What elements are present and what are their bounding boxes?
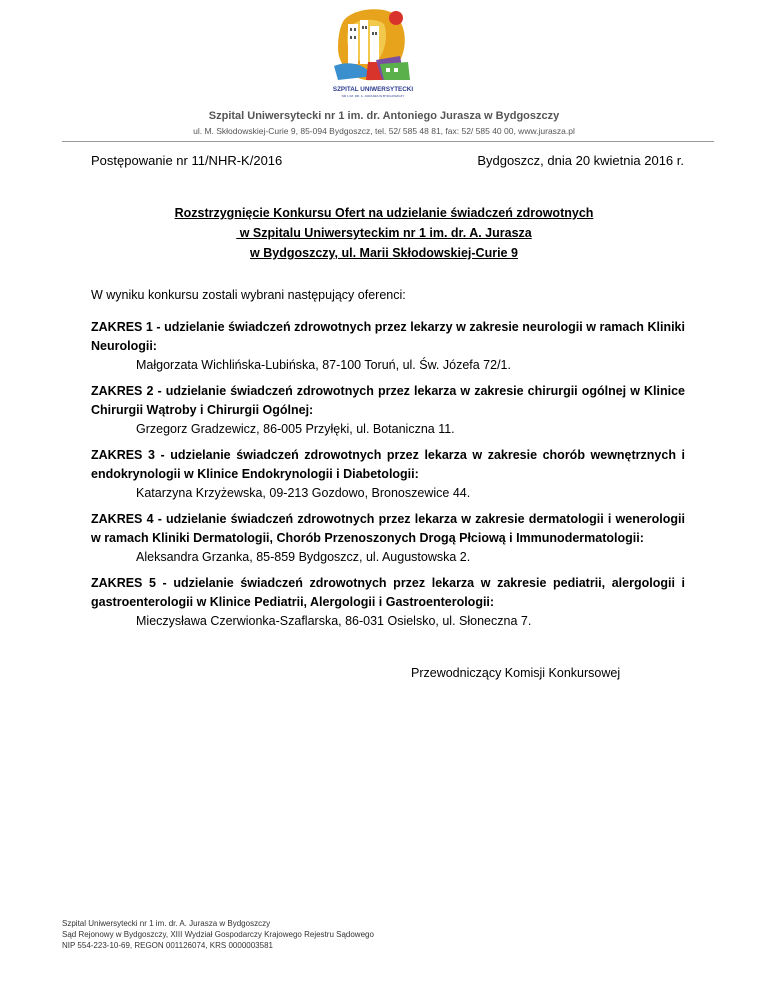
zakres-section-2 bbox=[91, 382, 685, 439]
footer-line-3: NIP 554-223-10-69, REGON 001126074, KRS 0000003581 bbox=[62, 941, 273, 950]
hospital-logo bbox=[330, 4, 416, 104]
logo-text-line2: NR 1 IM. DR. A. JURASZA W BYDGOSZCZY bbox=[341, 94, 405, 98]
document-title bbox=[0, 203, 768, 263]
zakres-heading: ZAKRES 1 - udzielanie świadczeń zdrowotnych przez lekarzy w zakresie neurologii w ramach Kliniki Neurologii: bbox=[91, 320, 685, 353]
place-date: Bydgoszcz, dnia 20 kwietnia 2016 r. bbox=[477, 153, 684, 168]
zakres-heading: ZAKRES 2 - udzielanie świadczeń zdrowotnych przez lekarza w zakresie chirurgii ogólnej w Klinice Chirurgii Wątroby i Chirurgii Ogólnej: bbox=[91, 384, 685, 417]
zakres-section-5 bbox=[91, 574, 685, 631]
zakres-heading: ZAKRES 5 - udzielanie świadczeń zdrowotnych przez lekarza w zakresie pediatrii, alergologii i gastroenterologii w Klinice Pediatrii, Alergologii i Gastroenterologii: bbox=[91, 576, 685, 609]
logo-text-line1: SZPITAL UNIWERSYTECKI bbox=[332, 86, 414, 93]
commission-chair-signature: Przewodniczący Komisji Konkursowej bbox=[411, 666, 621, 680]
footer-line-2: Sąd Rejonowy w Bydgoszczy, XIII Wydział Gospodarczy Krajowego Rejestru Sądowego bbox=[62, 930, 374, 939]
intro-text: W wyniku konkursu zostali wybrani następujący oferenci: bbox=[91, 288, 406, 302]
header-divider bbox=[62, 141, 714, 142]
selected-offeror: Aleksandra Grzanka, 85-859 Bydgoszcz, ul. Augustowska 2. bbox=[136, 550, 471, 564]
zakres-section-4 bbox=[91, 510, 685, 567]
title-line-3: w Bydgoszczy, ul. Marii Skłodowskiej-Curie 9 bbox=[250, 246, 518, 260]
title-line-2: w Szpitalu Uniwersyteckim nr 1 im. dr. A. Jurasza bbox=[236, 226, 532, 240]
zakres-heading: ZAKRES 3 - udzielanie świadczeń zdrowotnych przez lekarza w zakresie chorób wewnętrznych i endokrynologii w Klinice Endokrynologii i Diabetologii: bbox=[91, 448, 685, 481]
zakres-heading: ZAKRES 4 - udzielanie świadczeń zdrowotnych przez lekarza w zakresie dermatologii i wenerologii w ramach Kliniki Dermatologii, Chorób Przenoszonych Drogą Płciową i Immunodermatologii: bbox=[91, 512, 685, 545]
selected-offeror: Grzegorz Gradzewicz, 86-005 Przyłęki, ul. Botaniczna 11. bbox=[136, 422, 455, 436]
zakres-section-1 bbox=[91, 318, 685, 375]
selected-offeror: Katarzyna Krzyżewska, 09-213 Gozdowo, Bronoszewice 44. bbox=[136, 486, 471, 500]
hospital-name: Szpital Uniwersytecki nr 1 im. dr. Antoniego Jurasza w Bydgoszczy bbox=[208, 110, 560, 122]
reference-number: Postępowanie nr 11/NHR-K/2016 bbox=[91, 153, 283, 168]
footer-line-1: Szpital Uniwersytecki nr 1 im. dr. A. Jurasza w Bydgoszczy bbox=[62, 919, 271, 928]
footer bbox=[62, 918, 374, 951]
title-line-1: Rozstrzygnięcie Konkursu Ofert na udzielanie świadczeń zdrowotnych bbox=[174, 206, 594, 220]
hospital-address: ul. M. Skłodowskiej-Curie 9, 85-094 Bydgoszcz, tel. 52/ 585 48 81, fax: 52/ 585 40 00, www.jurasza.pl bbox=[193, 126, 575, 136]
selected-offeror: Małgorzata Wichlińska-Lubińska, 87-100 Toruń, ul. Św. Józefa 72/1. bbox=[136, 358, 511, 372]
selected-offeror: Mieczysława Czerwionka-Szaflarska, 86-031 Osielsko, ul. Słoneczna 7. bbox=[136, 614, 532, 628]
document-body bbox=[91, 286, 685, 638]
zakres-section-3 bbox=[91, 446, 685, 503]
